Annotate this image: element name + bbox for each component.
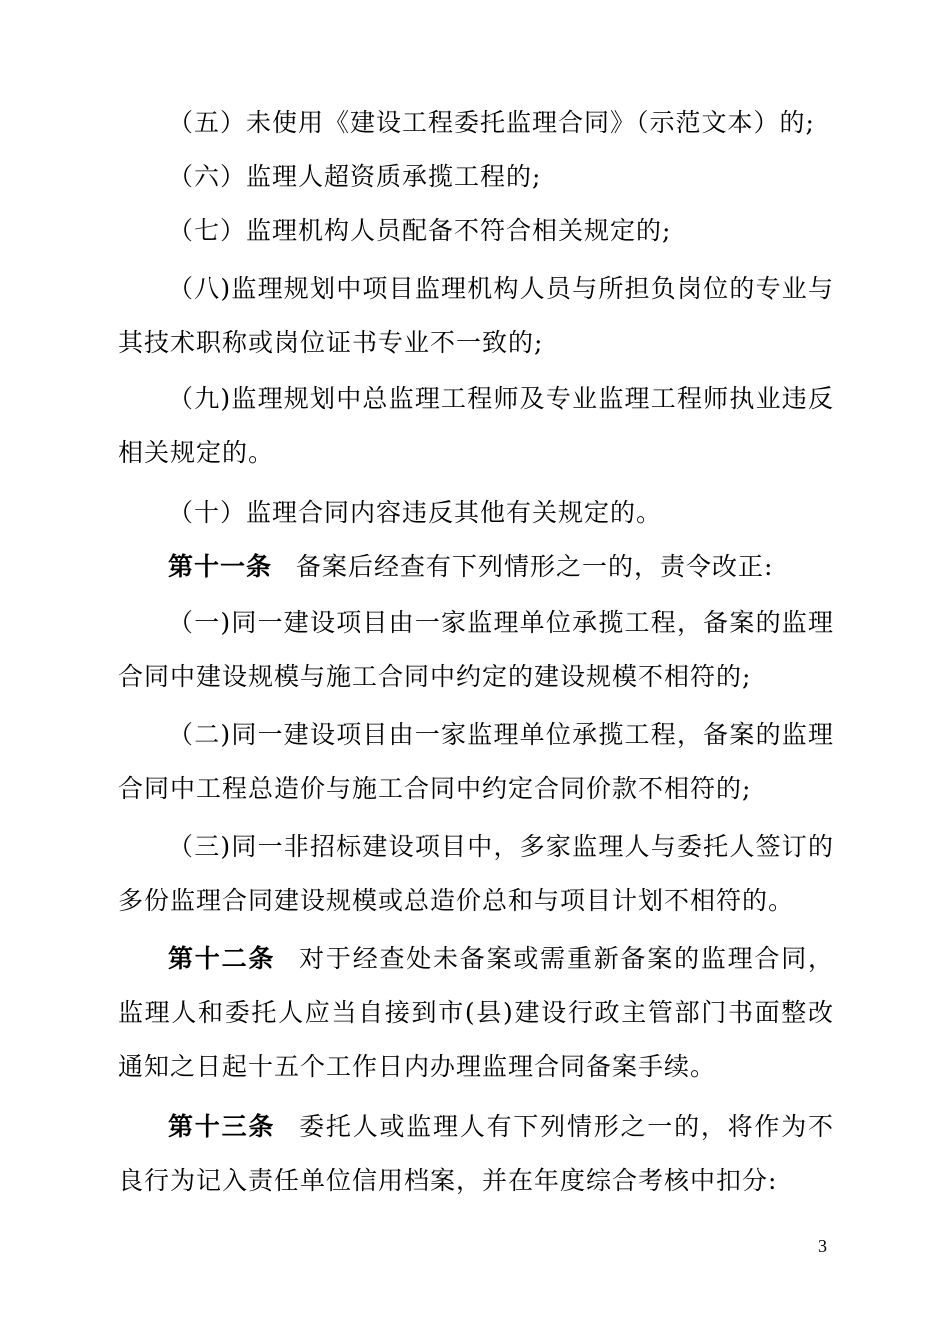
clause-10 xyxy=(118,486,834,540)
clause-text: （六）监理人超资质承揽工程的; xyxy=(168,162,542,191)
page-number: 3 xyxy=(818,1236,827,1256)
article-11-clause-2 xyxy=(118,708,834,816)
clause-text: （一)同一建设项目由一家监理单位承揽工程，备案的监理合同中建设规模与施工合同中约定的建设规模不相符的; xyxy=(118,608,834,691)
clause-text: （三)同一非招标建设项目中，多家监理人与委托人签订的多份监理合同建设规模或总造价总和与项目计划不相符的。 xyxy=(118,832,834,915)
clause-text: （八)监理规划中项目监理机构人员与所担负岗位的专业与其技术职称或岗位证书专业不一致的; xyxy=(118,274,834,357)
clause-text: （十）监理合同内容违反其他有关规定的。 xyxy=(168,498,663,527)
clause-7 xyxy=(118,204,834,258)
clause-text: （七）监理机构人员配备不符合相关规定的; xyxy=(168,216,672,245)
clause-text: （五）未使用《建设工程委托监理合同》（示范文本）的; xyxy=(168,108,815,137)
article-11-clause-1 xyxy=(118,596,834,704)
article-11-clause-3 xyxy=(118,820,834,928)
clause-5 xyxy=(118,96,834,150)
article-text: 对于经查处未备案或需重新备案的监理合同，监理人和委托人应当自接到市(县)建设行政主管部门书面整改通知之日起十五个工作日内办理监理合同备案手续。 xyxy=(118,944,834,1081)
article-number: 第十一条 xyxy=(168,552,273,581)
article-number: 第十三条 xyxy=(168,1112,276,1141)
article-text: 备案后经查有下列情形之一的，责令改正: xyxy=(296,552,774,581)
article-13 xyxy=(118,1100,834,1208)
article-11 xyxy=(118,540,834,594)
clause-text: （二)同一建设项目由一家监理单位承揽工程，备案的监理合同中工程总造价与施工合同中约定合同价款不相符的; xyxy=(118,720,834,803)
clause-6 xyxy=(118,150,834,204)
article-12 xyxy=(118,932,834,1094)
article-number: 第十二条 xyxy=(168,944,276,973)
clause-9 xyxy=(118,372,834,480)
clause-text: （九)监理规划中总监理工程师及专业监理工程师执业违反相关规定的。 xyxy=(118,384,834,467)
clause-8 xyxy=(118,262,834,370)
article-text: 委托人或监理人有下列情形之一的，将作为不良行为记入责任单位信用档案，并在年度综合考核中扣分: xyxy=(118,1112,834,1195)
